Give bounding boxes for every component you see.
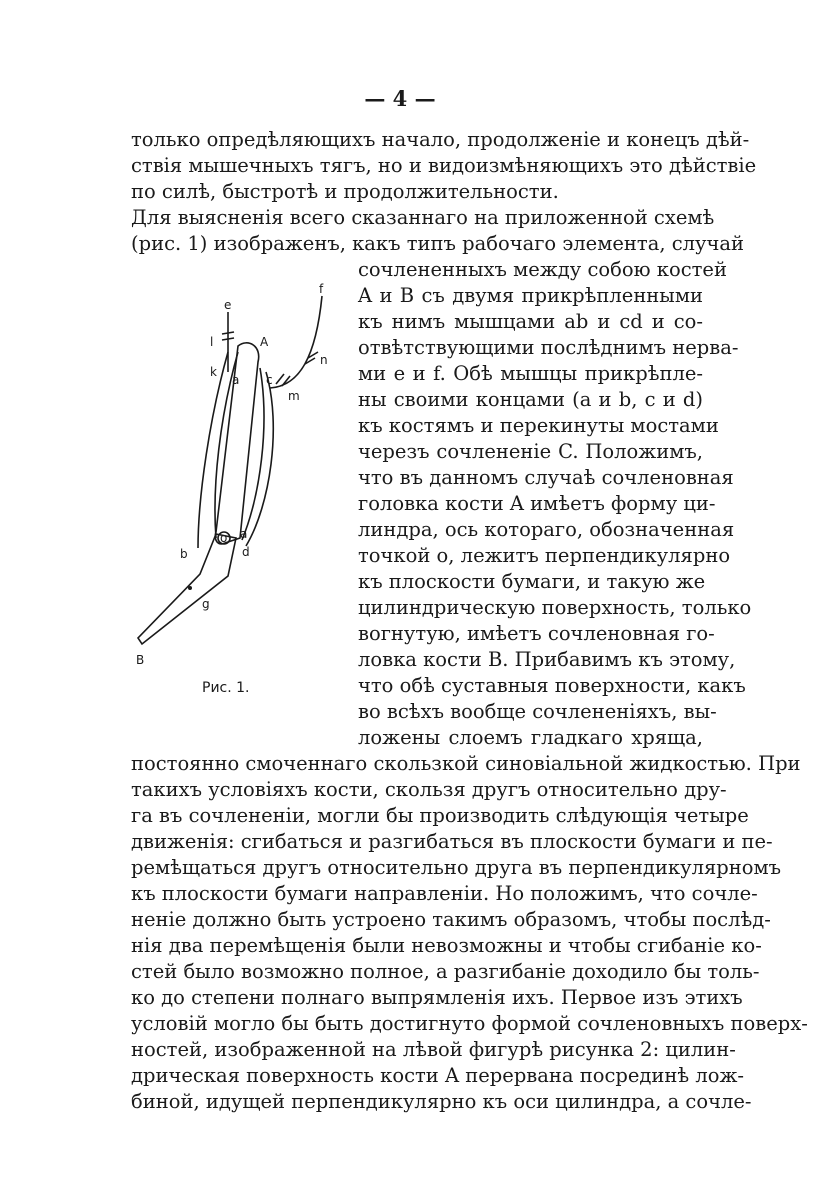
text-line: отвѣтствующими послѣднимъ нерва- [358, 336, 739, 359]
figure-label-d: d [242, 545, 250, 559]
text-line: условій могло бы быть достигнуто формой сочленовныхъ поверх- [131, 1012, 808, 1035]
text-line: ложены слоемъ гладкаго хряща, [358, 726, 703, 749]
text-line: ми e и f. Обѣ мышцы прикрѣпле- [358, 362, 703, 385]
text-line: биной, идущей перпендикулярно къ оси цилиндра, а сочле- [131, 1090, 752, 1113]
text-line: къ нимъ мышцами ab и cd и со- [358, 310, 703, 333]
text-line: къ плоскости бумаги направленіи. Но положимъ, что сочле- [131, 882, 758, 905]
text-line: A и B съ двумя прикрѣпленными [358, 284, 703, 307]
figure-label-l: l [210, 335, 214, 349]
text-line: головка кости A имѣетъ форму ци- [358, 492, 716, 515]
figure-label-A: A [260, 335, 269, 349]
text-line: по силѣ, быстротѣ и продолжительности. [131, 180, 559, 203]
text-line: къ плоскости бумаги, и такую же [358, 570, 706, 593]
text-line: ностей, изображенной на лѣвой фигурѣ рисунка 2: цилин- [131, 1038, 736, 1061]
page-number: — 4 — [364, 86, 436, 111]
text-line: такихъ условіяхъ кости, скользя другъ относительно дру- [131, 778, 727, 801]
text-line: черезъ сочлененіе C. Положимъ, [358, 440, 703, 463]
figure-label-B: B [136, 653, 145, 667]
figure-label-a-top: a [232, 373, 240, 387]
text-line: ко до степени полнаго выпрямленія ихъ. Первое изъ этихъ [131, 986, 743, 1009]
text-line: Для выясненія всего сказаннаго на приложенной схемѣ [131, 206, 715, 229]
text-line: га въ сочлененіи, могли бы производить слѣдующія четыре [131, 804, 749, 827]
figure-label-g: g [202, 597, 210, 611]
text-line: ны своими концами (a и b, c и d) [358, 388, 703, 411]
text-line: во всѣхъ вообще сочлененіяхъ, вы- [358, 700, 717, 723]
text-line: что обѣ суставныя поверхности, какъ [358, 674, 746, 697]
text-line: движенія: сгибаться и разгибаться въ плоскости бумаги и пе- [131, 830, 773, 853]
text-line: точкой o, лежитъ перпендикулярно [358, 544, 731, 567]
text-line: (рис. 1) изображенъ, какъ типъ рабочаго элемента, случай [131, 232, 745, 255]
text-line: дрическая поверхность кости A перервана посрединѣ лож- [131, 1064, 745, 1087]
text-line: къ костямъ и перекинуты мостами [358, 414, 719, 437]
figure-joint-diagram [120, 276, 350, 676]
text-line: стей было возможно полное, а разгибаніе доходило бы толь- [131, 960, 760, 983]
figure-label-f: f [319, 282, 324, 296]
text-line: неніе должно быть устроено такимъ образомъ, чтобы послѣд- [131, 908, 771, 931]
text-line: сочлененныхъ между собою костей [358, 258, 727, 281]
text-line: линдра, ось котораго, обозначенная [358, 518, 735, 541]
text-line: ствія мышечныхъ тягъ, но и видоизмѣняющихъ это дѣйствіе [131, 154, 757, 177]
text-line: ловка кости B. Прибавимъ къ этому, [358, 648, 736, 671]
text-line: что въ данномъ случаѣ сочленовная [358, 466, 734, 489]
text-line: ремѣщаться другъ относительно друга въ перпендикулярномъ [131, 856, 782, 879]
figure-label-o: o [220, 531, 228, 545]
figure-label-a: a [240, 527, 248, 541]
text-line: нія два перемѣщенія были невозможны и чтобы сгибаніе ко- [131, 934, 762, 957]
text-line: только опредѣляющихъ начало, продолженіе и конецъ дѣй- [131, 128, 750, 151]
text-line: вогнутую, имѣетъ сочленовная го- [358, 622, 715, 645]
text-line: постоянно смоченнаго скользкой синовіальной жидкостью. При [131, 752, 801, 775]
figure-caption: Рис. 1. [202, 680, 250, 696]
text-line: цилиндрическую поверхность, только [358, 596, 752, 619]
figure-label-m: m [288, 389, 300, 403]
figure-label-b: b [180, 547, 188, 561]
figure-label-e: e [224, 298, 232, 312]
figure-label-c: c [266, 373, 273, 387]
figure-label-n: n [320, 353, 328, 367]
figure-label-k: k [210, 365, 217, 379]
